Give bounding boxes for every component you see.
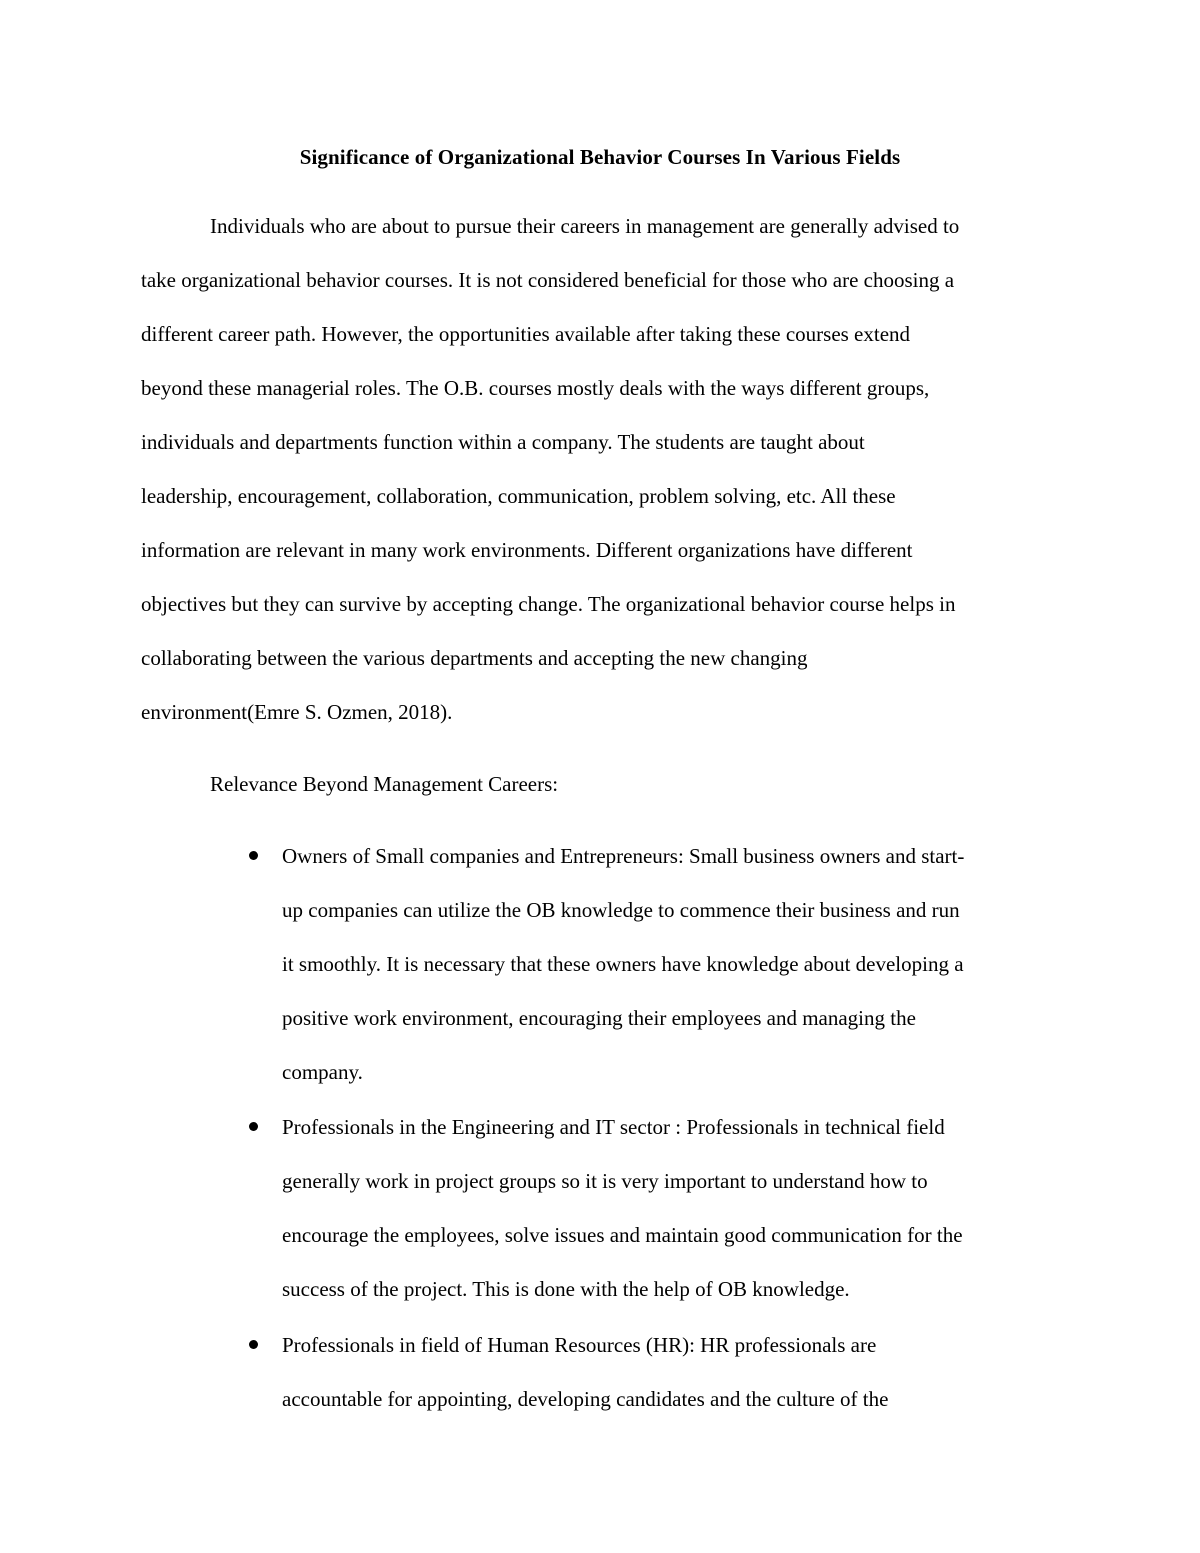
intro-line: objectives but they can survive by accepting change. The organizational behavior course helps in	[141, 592, 956, 616]
bullet-line: Owners of Small companies and Entrepreneurs: Small business owners and start-	[282, 844, 965, 868]
bullet-line: company.	[282, 1060, 363, 1084]
intro-line: collaborating between the various departments and accepting the new changing	[141, 646, 808, 670]
intro-line: information are relevant in many work environments. Different organizations have different	[141, 538, 913, 562]
bullet-icon	[249, 1122, 258, 1131]
intro-line: beyond these managerial roles. The O.B. courses mostly deals with the ways different groups,	[141, 376, 930, 400]
bullet-line: up companies can utilize the OB knowledge to commence their business and run	[282, 898, 960, 922]
bullet-line: Professionals in field of Human Resources (HR): HR professionals are	[282, 1333, 877, 1357]
intro-line: take organizational behavior courses. It is not considered beneficial for those who are choosing a	[141, 268, 955, 292]
bullet-line: encourage the employees, solve issues and maintain good communication for the	[282, 1223, 963, 1247]
section-heading: Relevance Beyond Management Careers:	[210, 772, 559, 796]
intro-line: individuals and departments function within a company. The students are taught about	[141, 430, 865, 454]
bullet-line: accountable for appointing, developing candidates and the culture of the	[282, 1387, 889, 1411]
bullet-line: success of the project. This is done with the help of OB knowledge.	[282, 1277, 850, 1301]
intro-line: environment(Emre S. Ozmen, 2018).	[141, 700, 453, 724]
bullet-line: positive work environment, encouraging their employees and managing the	[282, 1006, 916, 1030]
bullet-line: Professionals in the Engineering and IT sector : Professionals in technical field	[282, 1115, 945, 1139]
bullet-line: it smoothly. It is necessary that these owners have knowledge about developing a	[282, 952, 964, 976]
intro-line: Individuals who are about to pursue their careers in management are generally advised to	[210, 214, 960, 238]
document-title: Significance of Organizational Behavior Courses In Various Fields	[299, 145, 901, 169]
intro-line: leadership, encouragement, collaboration, communication, problem solving, etc. All these	[141, 484, 896, 508]
intro-line: different career path. However, the opportunities available after taking these courses extend	[141, 322, 911, 346]
bullet-icon	[249, 851, 258, 860]
bullet-icon	[249, 1340, 258, 1349]
bullet-line: generally work in project groups so it is very important to understand how to	[282, 1169, 928, 1193]
